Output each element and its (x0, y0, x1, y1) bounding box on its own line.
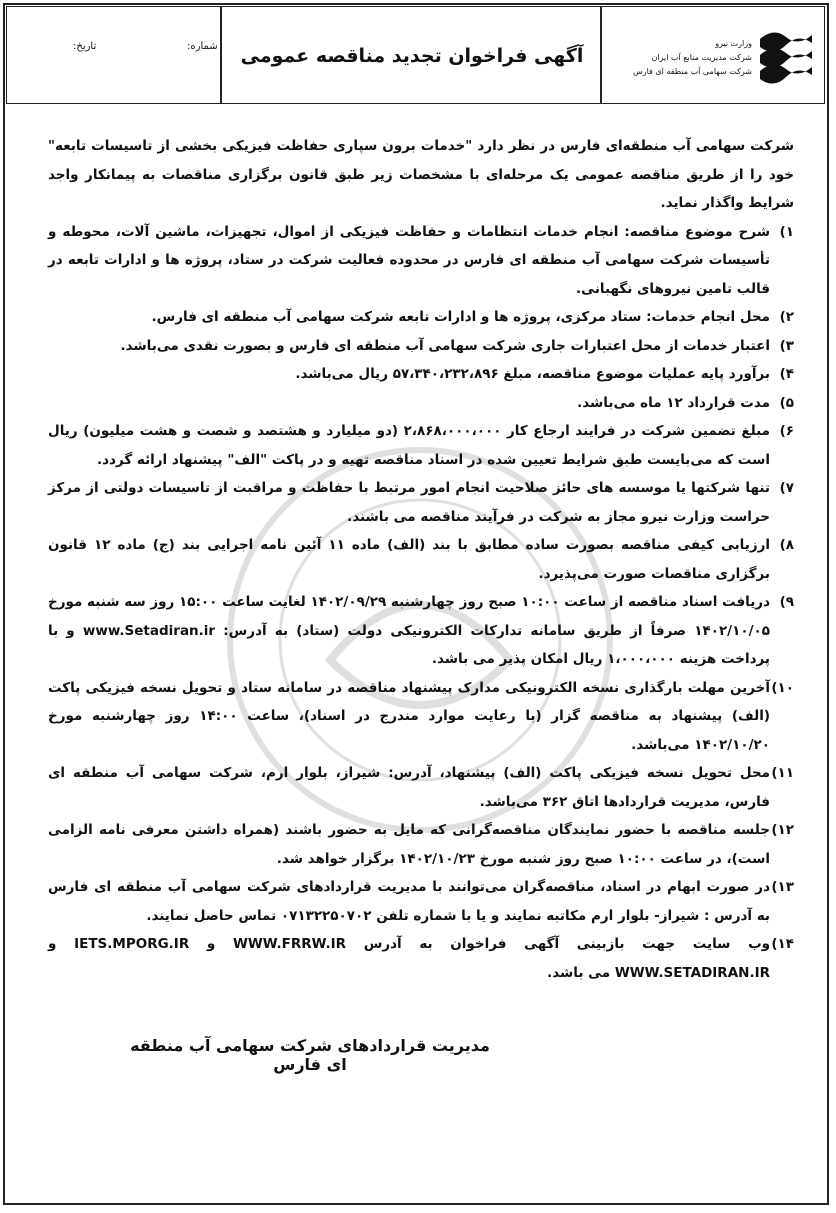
item-text: آخرین مهلت بارگذاری نسخه الکترونیکی مدارک پیشنهاد مناقصه در سامانه ستاد و تحویل نسخه فیزیکی پاکت (الف) پیشنهاد به مناقصه گزار (با رعایت موارد مندرج در اسناد)، ساعت ۱۴:۰۰ روز چهارشنبه مورخ ۱۴۰۲/۱۰/۲۰ می‌باشد. (48, 679, 770, 753)
item-text: در صورت ابهام در اسناد، مناقصه‌گران می‌توانند با مدیریت قراردادهای شرکت سهامی آب منطقه ای فارس به آدرس : شیراز- بلوار ارم مکاتبه نمایند و یا با شماره تلفن ۰۷۱۳۲۲۵۰۷۰۲ تماس حاصل نمایند. (48, 879, 770, 924)
water-wave-logo-icon (756, 25, 814, 87)
list-item (48, 759, 794, 816)
frrw-link[interactable]: WWW.FRRW.IR (232, 936, 347, 952)
item-number: ۳) (779, 337, 794, 354)
item-number: ۱۲) (771, 822, 794, 838)
item-text: جلسه مناقصه با حضور نمایندگان مناقصه‌گرانی که مایل به حضور باشند (همراه داشتن معرفی نامه الزامی است)، در ساعت ۱۰:۰۰ صبح روز شنبه مورخ ۱۴۰۲/۱۰/۲۳ برگزار خواهد شد. (48, 822, 770, 867)
org-line: شرکت مدیریت منابع آب ایران (651, 53, 752, 62)
item-text: محل تحویل نسخه فیزیکی پاکت (الف) پیشنهاد، آدرس: شیراز، بلوار ارم، شرکت سهامی آب منطقه ای فارس، مدیریت قراردادها اتاق ۳۶۲ می‌باشد. (48, 765, 770, 810)
number-label: شماره: (187, 41, 218, 52)
list-item (48, 588, 794, 674)
item-number: ۴) (779, 366, 794, 382)
item-text: ارزیابی کیفی مناقصه بصورت ساده مطابق با بند (الف) ماده ۱۱ آئین نامه اجرایی بند (ج) ماده ۱۲ قانون برگزاری مناقصات صورت می‌پذیرد. (48, 537, 770, 582)
header-title-cell (221, 6, 601, 104)
item-number: ۷) (779, 480, 794, 496)
item-number: ۲) (779, 309, 794, 325)
item-text: و با پرداخت هزینه ۱،۰۰۰،۰۰۰ ریال امکان پذیر می باشد. (48, 622, 770, 667)
setadiran-upper-link[interactable]: WWW.SETADIRAN.IR (614, 964, 770, 981)
list-item (48, 531, 794, 588)
item-text: تنها شرکتها یا موسسه های حائز صلاحیت انجام امور مرتبط با حفاظت و مراقبت از تاسیسات دولتی از مرکز حراست وزارت نیرو مجاز به شرکت در فرآیند مناقصه می باشند. (48, 480, 770, 525)
item-text: مدت قرارداد ۱۲ ماه می‌باشد. (577, 394, 770, 411)
org-line: شرکت سهامی آب منطقه ای فارس (632, 67, 752, 76)
item-number: ۵) (779, 394, 794, 411)
list-item (48, 389, 794, 418)
item-text: می باشد. (547, 964, 611, 981)
item-text: دریافت اسناد مناقصه از ساعت ۱۰:۰۰ صبح روز چهارشنبه ۱۴۰۲/۰۹/۲۹ لغایت ساعت ۱۵:۰۰ روز سه شنبه مورخ ۱۴۰۲/۱۰/۰۵ صرفاً از طریق سامانه تدارکات الکترونیکی دولت (ستاد) به آدرس: (48, 594, 770, 639)
organization-name (633, 37, 752, 79)
page-title: آگهی فراخوان تجدید مناقصه عمومی (240, 45, 584, 67)
list-item (48, 360, 794, 389)
header-meta-cell (6, 6, 221, 104)
item-number: ۶) (779, 423, 794, 439)
setadiran-link[interactable]: www.Setadiran.ir (82, 622, 216, 639)
list-item (48, 474, 794, 531)
conditions-list (48, 218, 794, 988)
item-text: وب سایت جهت بازبینی آگهی فراخوان به آدرس (363, 936, 771, 952)
header-logo-cell (601, 6, 825, 104)
date-label: تاریخ: (73, 41, 97, 52)
announcement-body (48, 132, 794, 987)
list-item (48, 303, 794, 332)
item-text: محل انجام خدمات: ستاد مرکزی، پروژه ها و ادارات تابعه شرکت سهامی آب منطقه ای فارس. (151, 309, 770, 325)
list-item (48, 816, 794, 873)
item-number: ۱۳) (771, 879, 794, 895)
conjunction: و (206, 936, 216, 952)
item-text: مبلغ تضمین شرکت در فرایند ارجاع کار ۲،۸۶۸،۰۰۰،۰۰۰ (دو میلیارد و هشتصد و شصت و هشت میلیون) ریال است که می‌بایست طبق شرایط تعیین شده در اسناد مناقصه تهیه و در پاکت "الف" پیشنهاد ارائه گردد. (48, 423, 770, 468)
iets-link[interactable]: IETS.MPORG.IR (74, 936, 190, 952)
item-number: ۱) (779, 223, 794, 240)
intro-paragraph: شرکت سهامی آب منطقه‌ای فارس در نظر دارد "خدمات برون سپاری حفاظت فیزیکی بخشی از تاسیسات تابعه" خود را از طریق مناقصه عمومی یک مرحله‌ای با مشخصات زیر طبق قانون برگزاری مناقصات به پیمانکار واجد شرایط واگذار نماید. (48, 138, 794, 211)
item-number: ۹) (779, 594, 794, 610)
item-number: ۱۱) (771, 765, 794, 781)
item-number: ۱۰) (771, 679, 794, 696)
signature-line: مدیریت قراردادهای شرکت سهامی آب منطقه ای فارس (130, 1036, 490, 1074)
list-item (48, 332, 794, 361)
item-text: برآورد پایه عملیات موضوع مناقصه، مبلغ ۵۷،۳۴۰،۲۳۲،۸۹۶ ریال می‌باشد. (295, 366, 770, 382)
item-text: شرح موضوع مناقصه: انجام خدمات انتظامات و حفاظت فیزیکی از اموال، تجهیزات، ماشین آلات، محوطه و تأسیسات شرکت سهامی آب منطقه ای فارس در محدوده فعالیت شرکت در ستاد، پروژه ها و ادارات تابعه در قالب تامین نیروهای نگهبانی. (48, 223, 770, 297)
list-item (48, 218, 794, 304)
list-item (48, 930, 794, 987)
list-item (48, 873, 794, 930)
item-text: اعتبار خدمات از محل اعتبارات جاری شرکت سهامی آب منطقه ای فارس و بصورت نقدی می‌باشد. (120, 337, 770, 354)
org-line: وزارت نیرو (715, 39, 752, 48)
list-item (48, 674, 794, 760)
item-number: ۸) (779, 537, 794, 553)
list-item (48, 417, 794, 474)
conjunction: و (48, 936, 57, 952)
document-header (6, 6, 825, 106)
item-number: ۱۴) (771, 936, 794, 952)
